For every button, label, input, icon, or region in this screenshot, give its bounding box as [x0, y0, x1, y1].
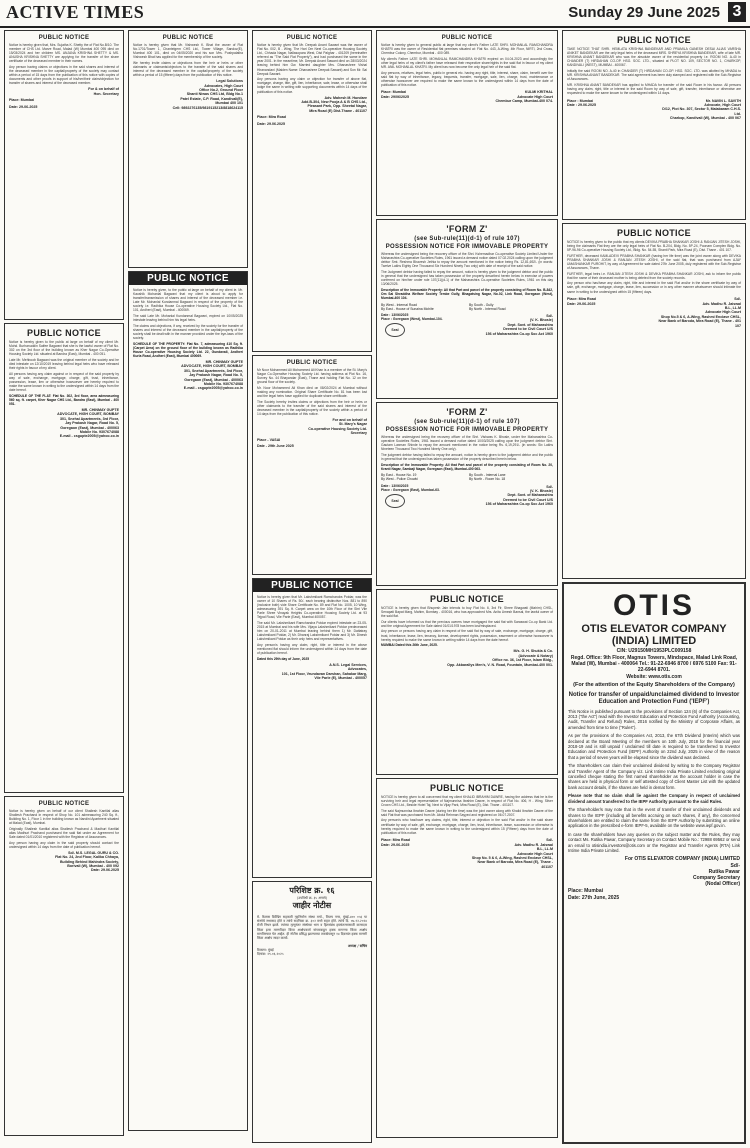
- contact-paragraph: In case the shareholders have any queries on the subject matter and the Rules, they may contact Ms. Rutika Pawar, Company Secretary on Contact Mobile No.: 72988 69562 or send an email to otisindia.investors@otis.com or the Registrar and Transfer Agents (RTA) Link Intime India Private Limited.: [568, 831, 740, 853]
- column-5: [562, 30, 746, 1144]
- notice-title: परिशिष्ट क्र. १६: [289, 886, 335, 895]
- public-notice-bhat: [128, 30, 248, 268]
- notice-paragraph: The Society hereby invites claims or objections from the heir or heirs or other claimants to the transfer of the said shares and interest of the deceased member in the capital/property of the society within a period of 14 days from the publication of this notice.: [257, 399, 367, 416]
- form-z-goregaon-west: 'FORM Z' (see Sub-rule(11)(d-1) of rule 107) POSSESSION NOTICE FOR IMMOVABLE PROPERTY Whereas the undersigned being the recovery officer of the Shri. Kshemadhar Co-operative Society Limited Under the Maharashtra Co-operative Societies Rules, 1961 issued a demand notice dated 07.02.2024 calling upon the judgment debtor Smt. Reshma Bhavesh Jethia to repay the amount mentioned in the notice being Rs. 12,81,692/- (in words: Twelve Lakhs Eighty One Thousand Six Hundred Ninety Two only) with date of receipt of the said notice. The Judgment debtor having failed to repay the amount, notice is hereby given to the judgment debtor and the public in general that the undersigned has taken possession of the property described herein below in exercise of powers conferred on him/her under rule 107(11)(d-1) of the Maharashtra Co-operative Societies Rules, 1961 on this day 13/06/2025. Description of the Immovable Property: All that Part and parcel of the property consisting of Room No. B-842, Om Sai Shraddha Welfare Society Tembe Gully, Bhagatsing Nagar, No.02, Link Road, Goregaon (West), Mumbai-400 104. By West - Internal Road By East - House of Sunaina Mohite By South - Gully By North - Internal Road Date : 13/06/2025 Place : Goregaon (West), Mumbai-104. Seal Sd/- (V. K. Bhosle) Dept. Sovt. of Maharashtra Deemed to be Civil Court U/S 156 of Maharashtra Co-op Soc Act 1960: [376, 219, 558, 399]
- advocate-signature: MR. CHINMAY GUPTE ADVOCATE, HIGH COURT, BOMBAY 301, Snehal Apartments, 3rd Floor, Jay Prakash Nagar, Road No. 5, Goregaon (East), Mumbai - 400063 Mobile No. 9307674088 E-mail - csgupte2005@yahoo.co.in: [57, 407, 119, 439]
- company-cin: CIN: U29150MH1953PLC009158: [616, 648, 692, 654]
- property-description: Description of the Immovable Property: All that Part and parcel of the property consisting of Room No. B-842, Om Sai Shraddha Welfare Society Tembe Gully, Bhagatsing Nagar, No.02, Link Road, Goregaon (West), Mumbai-400 104.: [381, 287, 553, 300]
- company-name: OTIS ELEVATOR COMPANY (INDIA) LIMITED: [581, 623, 727, 647]
- notice-paragraph: Notice is hereby given, to the public at large on behalf of my client ie. Mr. Kaushik Mohanlal Bagwani that my client is about to apply for transfer/transmission of shares and interest of the deceased member i.e. Late Mr. Mohanlal Kundanmal Bagwani in respect of the property of the society i.e. Radhika House Co-operative Housing Society Ltd., Flat No. 101, Andheri (East), Mumbai - 400069.: [133, 288, 243, 313]
- notice-title: PUBLIC NOTICE: [617, 35, 691, 45]
- marathi-notice: [252, 881, 372, 1143]
- form-subtitle: POSSESSION NOTICE FOR IMMOVABLE PROPERTY: [385, 244, 549, 250]
- notice-title: PUBLIC NOTICE: [286, 360, 338, 366]
- notice-paragraph: NOTICE is hereby given to all concerned that my client KHALID IBRAHIM DAWRE, having the address that he is the surviving heir and legal representative of Najmunnisa Ibrahim Dawre, in respect of Flat No. 406, H - Wing, Silver Crown CHS Ltd., Beside Hotel Taj, Next to Vijay Park, Mira Road (E), Dist. Thane - 401107.: [381, 795, 553, 808]
- notice-paragraph: Any person/s who has/have any claims, right, title, interest or objection in the said Flat and/or in the said share certificate by way of sale, gift, exchange, mortgage, charge, lien, trust, inheritance, lease, succession or otherwise is hereby required to make the same known in writing to the undersigned within 15 (Fifteen) days from the date of publication of this notice.: [381, 818, 553, 835]
- notice-title: PUBLIC NOTICE: [253, 579, 371, 592]
- column-2: [128, 30, 248, 1144]
- notice-paragraph: Originally Shailesh Kantilal alias Shailesh Prachand & Madhuri Kantilal alias Madhuri Prachand purchased the said flat under an Agreement for Sale dated 01/01/2010 registered with the Registrar of Assurances.: [9, 826, 119, 840]
- notice-title: PUBLIC NOTICE: [430, 594, 504, 604]
- advocate-signature: M/s. G. H. Shukla & Co. (Advocate & Notary) Office no. 36, 1st Floor, Islam Bldg., Opp. Akbarallys Men's, V. N. Road, Fountain, Mumbai-400 001.: [447, 649, 553, 667]
- signature: For & on behalf of Hon. Secretary Place: Mumbai Date: 29-06-2025: [9, 87, 119, 109]
- notice-paragraph: Any person or persons having any claim in respect of the said flat by way of sale, exchange, mortgage, charge, gift, trust, inheritance, lease, lien, tenancy, license, development rights, possession, easement or otherwise howsoever is hereby required to make the same known in writing within 14 days from the date hereof.: [381, 629, 553, 642]
- notice-heading: Notice for transfer of unpaid/unclaimed dividend to Investor Education and Protection Fund ('IEPF'): [568, 691, 740, 705]
- bounds: By West - Internal Road By East - House of Sunaina Mohite By South - Gully By North - Internal Road: [381, 302, 506, 311]
- form-z-goregaon-east: 'FORM Z' (see Sub-rule(11)(d-1) of rule 107) POSSESSION NOTICE FOR IMMOVABLE PROPERTY Whereas the undersigned being the recovery officer of the Shri. Vishwas K. Bhosle, under the Maharashtra Co-operative Societies Rules, 1961 issued a demand notice dated 10/03/2025 calling upon the judgment debtor Shri. Gautam Laxman Shinde to repay the amount mentioned in the notice being Rs. 6,19,291/- (in words: Six Lakhs Nineteen Thousand Two Hundred Ninety One only). The judgment debtor having failed to repay the amount, notice is hereby given to the judgment debtor and the public in general that the undersigned has taken possession of the property described herein below. Description of the Immovable Property: All that Part and parcel of the property consisting of Room No. 20, Kranti Nagar, Sambaji Nagar, Goregaon (East), Mumbai-400 063. By East - House No. 19 By West - Police Chowki By South - Internal Lane By North - Room No. 18 Date : 13/06/2025 Place : Goregaon (East), Mumbai-63. Seal Sd/- (V. K. Bhosle) Dept. Sovt. of Maharashtra Deemed to be Civil Court U/S 156 of Maharashtra Co-op Soc Act 1960: [376, 402, 558, 586]
- society-signature: For and on behalf of St. Mary's Nagar Co-operative Housing Society Ltd. Secretary Place - VASAI Date - 29th June 2025: [257, 418, 367, 449]
- notice-paragraph: Whereas the undersigned being the recovery officer of the Shri. Kshemadhar Co-operative Society Limited Under the Maharashtra Co-operative Societies Rules, 1961 issued a demand notice dated 07.02.2024 calling upon the judgment debtor Smt. Reshma Bhavesh Jethia to repay the amount mentioned in the notice being Rs. 12,81,692/- (in words: Twelve Lakhs Eighty One Thousand Six Hundred Ninety Two only) with date of receipt of the said notice.: [381, 252, 553, 269]
- notice-paragraph: Late Mr. Mehboob Bagwani was the original member of the society and he died intestate on 12/10/2019 leaving behind legal heirs who have released their rights in favour of my client.: [9, 357, 119, 371]
- notice-paragraph: NOTICE is hereby given to the public that my clients DEVIKA PRABHA SHANKAR JOSHI & RANJAN JITESH JOSHI, being the claimants Flat they are the only legal heirs of Flat No. B-204, Bldg. No. 5P-24, Poonam Complex Bldg. No. 5P-96-96 Co-operative Housing Society Ltd., Bldg. No. 54-55, Shanti Park, Mira Road (E), Dist. Thane - 401 107.: [567, 240, 741, 253]
- company-signature: For OTIS ELEVATOR COMPANY (INDIA) LIMITED Sd/- Rutika Pawar Company Secretary (Nodal Officer): [624, 856, 740, 888]
- notice-paragraph: TAKE NOTICE THAT SHRI. HEMLATA KRISHNA BANDEKAR AND PRAMILA GANESH DESAI ALIAS VARSHA ANIKET BANDEKAR are the only legal heirs of the deceased MRS. SHREYA KRISHNA BANDEKAR, wife of late MR. KRISHNA ANANT BANDEKAR who was the absolute owner of the residential property i.e. ROOM NO. A-40 in CHANDER (T) HIRDAHAN CO-OP. HSG. SOC. LTD., situated at PLOT NO. 109, SECTOR NO. 1, CHARKOP, KANDIVALI (WEST), MUMBAI - 400067.: [567, 47, 741, 68]
- public-notice-joshi: PUBLIC NOTICE NOTICE is hereby given to the public that my clients DEVIKA PRABHA SHANKAR JOSHI & RANJAN JITESH JOSHI, being the claimants Flat they are the only legal heirs of Flat No. B-204, Bldg. No. 5P-24, Poonam Complex Bldg. No. 5P-96-96 Co-operative Housing Society Ltd., Bldg. No. 54-55, Shanti Park, Mira Road (E), Dist. Thane - 401 107. FURTHER, deceased KAMLADEVI PRABHA SHANKAR (having her life time) was the joint owner along with DEVIKA PRABHA SHANKAR JOSHI & RANJAN JITESH JOSHI, of the said flat, that was purchased from AJAY UMASHANKAR PUROHIT, by way of Agreement for sale dated 27th June 2005, duly registered with the Sub-Registrar of Assurances, Thane. FURTHER, legal heirs i.e. RANJAN JITESH JOSHI & DEVIKA PRABHA SHANKAR JOSHI, ask to inform the public that the name of their deceased mother is being deleted from the society records. Any person who has/have any claim, right, title and interest in the said Flat and/or in the share certificate by way of sale, gift, exchange, mortgage, charge, lease, lien, succession or in any other manner whatsoever should intimate the same in writing to the undersigned within 15 (fifteen) days. Place: Mira Road Date: 29-06-2025 Sd/- Adv. Madhu R. Jaiswal B.L, LL.M Advocate High Court Shop No.5 & 6, A-Wing, Rashmi Enclave CHSL, Near Bank of Baroda, Mira Road (E), Thane - 401 107: [562, 223, 746, 579]
- shareholder-note: (For the attention of the Equity Shareholders of the Company): [573, 682, 735, 688]
- notice-paragraph: Mr. Noor Mohammed Ali Khan died on 08/02/2024 at Mumbai without making any nomination. Original Share Certificate No. 81 has been lost and the legal heirs have applied for duplicate share certificate.: [257, 385, 367, 399]
- public-notice-potdar: [252, 578, 372, 878]
- advocate-signature: Legal Solutions Advocates, High Court Office No.2, Ground Floor Shanti Niwas CHS Ltd, Bldg No.1 Patel Estate, C.P. Road, Kandivali(E), Mumbai 400 101 Cell: 9892276135/9819115213/8818624115: [172, 79, 243, 110]
- notice-paragraph: The Shareholders can claim their unclaimed dividend by writing to the Company Registrar and Transfer Agent of the Company viz. Link Intime India Private Limited enclosing original cancelled cheque stating the first named shareholder as the account holder in case the shares are held in physical form or self attested copy of Client Master List with the updated bank account details, if the shares are held in demat form.: [568, 763, 740, 790]
- notice-date: दिनांक: २९.०६.२०२५: [257, 952, 284, 957]
- notice-title: PUBLIC NOTICE: [129, 272, 247, 285]
- seal-stamp: Seal: [385, 494, 405, 508]
- notice-title: PUBLIC NOTICE: [38, 35, 90, 41]
- public-notice-bandekar: PUBLIC NOTICE TAKE NOTICE THAT SHRI. HEMLATA KRISHNA BANDEKAR AND PRAMILA GANESH DESAI ALIAS VARSHA ANIKET BANDEKAR are the only legal heirs of the deceased MRS. SHREYA KRISHNA BANDEKAR, wife of late MR. KRISHNA ANANT BANDEKAR who was the absolute owner of the residential property i.e. ROOM NO. A-40 in CHANDER (T) HIRDAHAN CO-OP. HSG. SOC. LTD., situated at PLOT NO. 109, SECTOR NO. 1, CHARKOP, KANDIVALI (WEST), MUMBAI - 400067. Initially the said ROOM NO. A-40 in CHANDER (T) HIRDAHAN CO-OP. HSG. SOC. LTD. was allotted by MHADA to MR. KRISHNA ANANT BANDEKAR. The said agreement has been duly stamped and registered with the Sub-Registrar of Assurances. MR. KRISHNA ANANT BANDEKAR has applied to MHADA for transfer of the said Room in his favour. All persons having any claim, right, title or interest in the said Room by way of sale, gift, transfer, inheritance or otherwise are requested to make the same known to the undersigned within 14 days. Place : Mumbai Date : 29.06.2025 Mr. NAVIN L. SAVITH Advocate, High Court D/12, Plot No. 307, Sector 5, Malabaram C.H.S. Ltd. Charkop, Kandivali (W), Mumbai - 400 067: [562, 30, 746, 220]
- signature-row: Place: Mumbai Date: 29/06/2025 KULMI KRITHAL Advocate High Court Chembur Camp, Mumbai-400 074.: [381, 90, 553, 104]
- advocate-signature: Sd/- Adv. Madhu R. Jaiswal B.L, LL.M Advocate High Court Shop No.5 & 6, A-Wing, Rashmi Enclave CHSL, Near Bank of Baroda, Mira Road (E), Thane - 401 107: [658, 297, 741, 328]
- notice-paragraph: We hereby invite claims or objections from the heir or heirs or other claimants or claimants/objectors to the transfer of the said shares and interest of the deceased member in the capital/property of the society within a period of 15 (fifteen) days from the publication of this notice.: [133, 60, 243, 78]
- form-subtitle: (see Sub-rule(11)(d-1) of rule 107): [414, 236, 520, 242]
- column-3: [252, 30, 372, 1144]
- notice-title: PUBLIC NOTICE: [162, 35, 214, 41]
- notice-paragraph: FURTHER, deceased KAMLADEVI PRABHA SHANKAR (having her life time) was the joint owner along with DEVIKA PRABHA SHANKAR JOSHI & RANJAN JITESH JOSHI, of the said flat, that was purchased from AJAY UMASHANKAR PUROHIT, by way of Agreement for sale dated 27th June 2005, duly registered with the Sub-Registrar of Assurances, Thane.: [567, 253, 741, 271]
- advocate-signature: A.N.S. Legal Services, Advocates, 101, 1st Floor, Vrundavan Darshan, Sahakar Marg, Vile Parle (E), Mumbai - 400057: [281, 662, 367, 681]
- notice-paragraph: As per the provisions of the Companies Act, 2013, the 67th Dividend (Interim) which was declared at the Board Meeting of the members on 10th July, 2018 for the financial year 2018-19 and is still unpaid / unclaimed till date is required to be transferred to Investor Education and Protection Fund (IEPF) Authority on 22nd July, 2025 in view of the reason that a period of seven years will be elapsed since the dividend was declared.: [568, 733, 740, 760]
- public-notice-radhika-house: [128, 271, 248, 1131]
- advocate-signature: Sd/- M.S. LEGAL GURU & CO. Flat No. 24, 2nd Floor, Kalika Chhaya, Building Behind Mahindra Society, Borivali (W), Mumbai - 400 092 Date: 29.06.2025: [55, 850, 119, 873]
- notice-paragraph: Notice is hereby given to general public at large that my client's Father LATE SHRI. MOHANLAL RAMCHANDRA KHATRI was the owner of Residential flat premises situated at: Flat No. 443, A-Wing, 4th Floor, NIRTI, 2nd Cross, Chembur Colony, Chembur, Mumbai - 400 089.: [381, 43, 553, 56]
- notice-paragraph: Any person having claims or objections in the said shares and interest of the deceased member in the capital/property of the society may contact within a period of 15 days from the publication of this notice with copies of documents and other proofs in support of his/her/their claim/objection for transfer of shares and interest of the deceased member.: [9, 64, 119, 86]
- bounds: By East - House No. 19 By West - Police Chowki By South - Internal Lane By North - Room No. 18: [381, 473, 506, 482]
- notice-title: PUBLIC NOTICE: [27, 328, 101, 338]
- notice-title: PUBLIC NOTICE: [286, 35, 338, 41]
- notice-paragraph: This Notice is published pursuant to the provisions of Section 124 (6) of the Companies Act, 2013 ("the Act") read with the Investor Education and Protection Fund Authority (Accounting, Audit, Transfer and Refund) Rules, 2016 notified by the Ministry of Corporate Affairs, as amended from time to time ("Rules").: [568, 708, 740, 730]
- signature: अध्यक्ष / सचिव: [347, 943, 367, 948]
- advocate-signature: Mr. NAVIN L. SAVITH Advocate, High Court D/12, Plot No. 307, Sector 5, Malabaram C.H.S. Ltd. Charkop, Kandivali (W), Mumbai - 400 067: [662, 98, 741, 121]
- public-notice-dawre: PUBLIC NOTICE NOTICE is hereby given to all concerned that my client KHALID IBRAHIM DAWRE, having the address that he is the surviving heir and legal representative of Najmunnisa Ibrahim Dawre, in respect of Flat No. 406, H - Wing, Silver Crown CHS Ltd., Beside Hotel Taj, Next to Vijay Park, Mira Road (E), Dist. Thane - 401107. The said Najmunnisa Ibrahim Dawre (during her life time) was the joint owner along with Khalid Ibrahim Dawre of the said Flat that was purchased from Mr. Abdul Rehman Sayyed and registered on 06.07.2007. Any person/s who has/have any claims, right, title, interest or objection in the said Flat and/or in the said share certificate by way of sale, gift, exchange, mortgage, charge, lien, trust, inheritance, lease, succession or otherwise is hereby required to make the same known in writing to the undersigned within 15 (Fifteen) days from the date of publication of this notice. Place: Mira Road Date: 29-06-2025 Sd/- Adv. Madhu R. Jaiswal B.L, LL.M Advocate High Court Shop No. 5 & 6, A-Wing, Rashmi Enclave CHSL, Near Bank of Baroda, Mira Road (E), Thane - 401107: [376, 778, 558, 1138]
- notice-paragraph: Any persons, relatives, legal heirs, public in general etc. having any right, title, interest, share, claim, benefit over the said flat by way of inheritance, legacy, bequests, transfer, mortgage, sale, lien, charge, trust, maintenance or otherwise howsoever are required to make the same known to the undersigned within 14 days from the date of publication of this notice.: [381, 70, 553, 87]
- notice-paragraph: Mr Noor Mohammed Ali Mohammed Ali Khan is a member of the St. Mary's Nagar Co-Operative Housing Society Ltd. having address at Plot No. 16, Survey No. 44 Bhayandar (East), Thane and holding Flat No. 12 on the ground floor of the society.: [257, 368, 367, 385]
- otis-iepf-notice: [562, 582, 746, 1144]
- advocate-signature: MR. CHINMAY GUPTE ADVOCATE, HIGH COURT, BOMBAY 301, Snehal Apartments, 3rd Floor, Jay Prakash Nagar, Road No. 5, Goregaon (East), Mumbai - 400063 Mobile No. 9307674088 E-mail - csgupte2005@yahoo.co.in: [181, 360, 243, 391]
- notice-paragraph: Any person/s having any claim, right, title or interest in the above mentioned flat should inform the undersigned within 14 days from the date of publication hereof.: [257, 643, 367, 656]
- notice-paragraph: Notice is hereby given to the public at large on behalf of my client Mr. Mohd. Burhanuddin Saifee Bagwani that she is the lawful owner of Flat No. 302 on the 3rd floor of the building known as Kher Nagar Co-Operative Housing Society Ltd. situated at Bandra (East), Mumbai - 400 051.: [9, 340, 119, 357]
- notice-date: MUMBAI Dated this 26th June, 2025.: [381, 643, 438, 648]
- notice-paragraph: My client's Father LATE SHRI. MOHANLAL RAMCHANDRA KHATRI expired on 04.04.2023 and accordingly the other legal heirs of my client's father have released their respective share/rights in the said flat in favour of my client MR. ANIL MOHANLAL KHATRI. My client has now become the only legal heir of the said flat.: [381, 56, 553, 69]
- notice-paragraph: FURTHER, legal heirs i.e. RANJAN JITESH JOSHI & DEVIKA PRABHA SHANKAR JOSHI, ask to inform the public that the name of their deceased mother is being deleted from the society records.: [567, 271, 741, 280]
- notice-paragraph: Whereas the undersigned being the recovery officer of the Shri. Vishwas K. Bhosle, under the Maharashtra Co-operative Societies Rules, 1961 issued a demand notice dated 10/03/2025 calling upon the judgment debtor Shri. Gautam Laxman Shinde to repay the amount mentioned in the notice being Rs. 6,19,291/- (in words: Six Lakhs Nineteen Thousand Two Hundred Ninety One only).: [381, 435, 553, 452]
- notice-paragraph: SCHEDULE OF THE FLAT: Flat No. 302, 3rd floor, area admeasuring 560 sq. ft. carpet, Kher Nagar CHS Ltd., Bandra (East), Mumbai - 400 051.: [9, 393, 119, 406]
- notice-paragraph: MR. KRISHNA ANANT BANDEKAR has applied to MHADA for transfer of the said Room in his favour. All persons having any claim, right, title or interest in the said Room by way of sale, gift, transfer, inheritance or otherwise are requested to make the same known to the undersigned within 14 days.: [567, 82, 741, 95]
- notice-paragraph: Notice is hereby given that Mr. Lakshmikant Ramchandra Potdar, was the owner of 10 Shares of Rs. 50/- each bearing distinctive Nos. 881 to 890 (inclusive both) vide Share Certificate No. 89 and Flat No. 1005, 10 Wing, admeasuring 391 Sq. ft. Carpet area on the 10th Floor of the Shri Vile Parle Shree Vinayak Heights Co-operative Housing Society Ltd. at 93 Tejpal Road, Vile Parle (East), Mumbai 400057.: [257, 595, 367, 620]
- notice-paragraph: Any person who has/have any claim, right, title and interest in the said Flat and/or in the share certificate by way of sale, gift, exchange, mortgage, charge, lease, lien, succession or in any other manner whatsoever should intimate the same in writing to the undersigned within 15 (fifteen) days.: [567, 281, 741, 294]
- notice-paragraph: The claims and objections, if any, received by the society for the transfer of shares and interest of the deceased member in the capital/property of the society shall be dealt with in the manner provided under the bye-laws of the society.: [133, 323, 243, 341]
- property-schedule: SCHEDULE OF THE PROPERTY: Flat No. 7, admeasuring 410 Sq. ft. (Carpet Area) on the ground floor of the building known as Radhika House Co-operative Housing Society Ltd. 22, Gundavali, Andheri Kurla Road, Andheri (East), Mumbai 400069.: [133, 341, 243, 358]
- form-title: 'FORM Z': [446, 224, 488, 234]
- notice-paragraph: Notice is hereby given that, Mrs. Sujatha K. Shetty the of Flat No.B/10. The member of CHS Ltd. Marve Road, Malad (W) Mumbai 400 095 died on 15/03/2024 and her children MS. ANJANA KRISHNA SHETTY & MS. ANUSHA KRISHNA SHETTY are applying for the transfer of the share certificate of the deceased member in their names.: [9, 43, 119, 64]
- notice-paragraph: The judgment debtor having failed to repay the amount, notice is hereby given to the judgment debtor and the public in general that the undersigned has taken possession of the property described herein below.: [381, 452, 553, 461]
- notice-paragraph: NOTICE is hereby given that Bhupesh Jain intends to buy Flat No. 6, 3rd Flr, Shree Bhagwati (Mahim) CHSL, Senapati Bapat Marg, Mahim, Bombay - 400016, who has approached Mrs. Anita Umesh Bansal, the lawful owner of the said flat.: [381, 606, 553, 619]
- public-notice-khatri: [376, 30, 558, 216]
- notice-paragraph: Notice is hereby given that Mr. Vishwesh K. Bhat the owner of Flat No.1701/Tower 1, Chantelgem CHS Ltd., Tower Village, Sandoz(E), Mumbai 400 101, died on 04/05/2020 and his son Mrs. Pushpalatha Vishwesh Bhat has applied for the membership of the society.: [133, 43, 243, 60]
- notice-title: PUBLIC NOTICE: [38, 801, 90, 807]
- notice-paragraph: Please note that no claim shall lie against the Company in respect of unclaimed dividend amount transferred to the IEPF Authority pursuant to the said Rules.: [568, 793, 740, 804]
- notice-subtitle: (उपविधी क्र. ३५ अन्वये): [296, 896, 328, 900]
- issue-date: Sunday 29 June 2025: [568, 4, 720, 21]
- public-notice-shetty: [4, 30, 124, 320]
- newspaper-title: ACTIVE TIMES: [6, 2, 145, 22]
- place-date: Place: Mumbai Date: 27th June, 2025: [568, 888, 620, 901]
- notice-paragraph: The said Late Mr. Mohanlal Kundanmal Bagwani, expired on 10/05/2025 intestate leaving behind him his legal heirs.: [133, 314, 243, 323]
- notice-paragraph: The Judgment debtor having failed to repay the amount, notice is hereby given to the judgment debtor and the public in general that the undersigned has taken possession of the property described herein below in exercise of powers conferred on him/her under rule 107(11)(d-1) of the Maharashtra Co-operative Societies Rules, 1961 on this day 13/06/2025.: [381, 269, 553, 287]
- company-address: Regd. Office: 9th Floor, Magnus Towers, Mindspace, Malad Link Road, Malad (W), Mumbai - 400064 Tel.: 91-22-6946 8700 / 6976 5100 Fax: 91-22-6944 8701.: [570, 655, 738, 673]
- notice-paragraph: Notice is hereby given on behalf of our client Shailesh Kantilal alias Shailesh Prachand in respect of Shop No. 101 admeasuring 240 Sq. ft., Building No. 1, Floor 1 in the building known as Nandini Apartment situated at Malad (East), Mumbai.: [9, 809, 119, 826]
- column-1: [4, 30, 124, 1144]
- notice-paragraph: Any person having any claim in the said property should contact the undersigned within 14 days from the date of publication hereof.: [9, 840, 119, 849]
- notice-paragraph: Notice is hereby given that Mr. Deepak Anant Sawant was the owner of Flat No. 002, B - Wing, The Hari Om Neel Co-operative Housing Society Ltd., Chhada Nagar, Nallasopara West, Dist Palghar - 401209 (hereinafter referred as "The Said Flat Property"), and had purchased the same in the year 2001. In the meantime, Mr. Deepak Anant Sawant died on 28/03/2024 leaving behind him Ow. Married daughter Mrs. Dhanashree Vishal Hiranandani (Maiden Name: Dhanashree Deepak Sawant) and Son Mr. Sai Deepak Sawant.: [257, 43, 367, 76]
- property-description: Description of the Immovable Property: All that Part and parcel of the property consisting of Room No. 20, Kranti Nagar, Sambaji Nagar, Goregaon (East), Mumbai-400 063.: [381, 462, 553, 471]
- public-notice-bagwani: [4, 323, 124, 793]
- column-4: [376, 30, 558, 1144]
- notice-paragraph: The said Mr. Lakshmikant Ramchandra Potdar expired intestate on 23-05-2015 at Mumbai and his wife Mrs. Vijaya Lakshmikant Potdar predeceased him on 20-01-2011 at Mumbai leaving behind them 1) Mr. Dattatray Lakshmikant Potdar, 2) Mr. Dhanraj Lakshmikant Potdar and 3) Mr. Dinesh Lakshmikant Potdar as their only heirs and representatives.: [257, 621, 367, 642]
- notice-paragraph: All persons having any claim against or in respect of the said property by way of sale, exchange, mortgage, charge, gift, trust, inheritance, possession, lease, lien or otherwise howsoever are hereby required to make the same known in writing to the undersigned within 14 days from the date hereof.: [9, 371, 119, 393]
- form-title: 'FORM Z': [446, 407, 488, 417]
- form-subtitle: POSSESSION NOTICE FOR IMMOVABLE PROPERTY: [385, 427, 549, 433]
- public-notice-sawant: [252, 30, 372, 352]
- notice-date: Dated this 29th day of June, 2025: [257, 656, 310, 661]
- notice-title: PUBLIC NOTICE: [441, 35, 493, 41]
- form-subtitle: (see Sub-rule(11)(d-1) of rule 107): [414, 419, 520, 425]
- notice-paragraph: Any persons having any claim or objection for transfer of above flat, mortgage, charge, title, gift, lien, inheritance, sale, lease, or otherwise shall lodge the same in writing with supporting documents within 14 days of the publication of this notice.: [257, 77, 367, 94]
- otis-logo: OTIS: [612, 589, 695, 622]
- advocate-signature: Adv. Mahesh M. Hundare Add.B-304, New Pooja A & B CHS Ltd., Pleasant Park, Opp. Sheetal Nagar, Mira Road (E) Dist-Thane - 401107 Place: Mira Road Date: 29.06.2025: [257, 95, 367, 126]
- notice-paragraph: The Shareholder/s may note that in the event of transfer of their unclaimed dividends and shares to the IEPF (including all benefits accruing on such shares, if any), the concerned shareholders are entitled to claim the same from the IEPF Authority by submitting an online application in the prescribed e-form IEPF-5, available on the website www.iepf.gov.in.: [568, 807, 740, 829]
- notice-heading: जाहीर नोटीस: [292, 901, 332, 911]
- public-notice-bhupesh-jain: [376, 589, 558, 775]
- page-number: 3: [728, 2, 746, 22]
- company-website: Website: www.otis.com: [626, 674, 682, 680]
- public-notice-prachand: [4, 796, 124, 1136]
- masthead: [0, 0, 750, 28]
- notice-paragraph: मे. कैलास बिल्डिंग सहकारी गृहनिर्माण संस्था मर्या., विजय नगर, मुंबई-४०० ०५६ या संस्थेचे सभासद होते व त्यांचे सदनिका क्र. ३०२ मध्ये राहत होते. त्यांचे दि. ०७.१२.२०२४ रोजी निधन झाले. त्यांच्या मृत्युनंतर संस्थेच्या भाग व हितसंबंध हस्तांतरणासाठी वारसदार किंवा इतर मागणीदार किंवा आक्षेपकर्ता यांच्याकडून हक्क मागण्या किंवा आक्षेप मागविण्यात येत आहेत. ही नोटीस प्रसिद्ध झाल्याच्या तारखेपासून १४ दिवसांत हक्क मागणी किंवा आक्षेप सादर करावे.: [257, 914, 367, 941]
- notice-paragraph: Initially the said ROOM NO. A-40 in CHANDER (T) HIRDAHAN CO-OP. HSG. SOC. LTD. was allotted by MHADA to MR. KRISHNA ANANT BANDEKAR. The said agreement has been duly stamped and registered with the Sub-Registrar of Assurances.: [567, 68, 741, 82]
- notice-title: PUBLIC NOTICE: [617, 228, 691, 238]
- public-notice-st-marys: [252, 355, 372, 575]
- notice-place: ठिकाण: मुंबई: [257, 948, 274, 953]
- notice-title: PUBLIC NOTICE: [430, 783, 504, 793]
- notice-paragraph: Our clients have informed us that the previous owners have mortgaged the said flat with Saraswat Co-op Bank Ltd. and the original Agreement for Sale dated 01/01/1978 has been lost/misplaced.: [381, 619, 553, 628]
- notice-paragraph: The said Najmunnisa Ibrahim Dawre (during her life time) was the joint owner along with Khalid Ibrahim Dawre of the said Flat that was purchased from Mr. Abdul Rehman Sayyed and registered on 06.07.2007.: [381, 808, 553, 817]
- seal-stamp: Seal: [385, 323, 405, 337]
- advocate-signature: Sd/- Adv. Madhu R. Jaiswal B.L, LL.M Advocate High Court Shop No. 5 & 6, A-Wing, Rashmi Enclave CHSL, Near Bank of Baroda, Mira Road (E), Thane - 401107: [471, 838, 553, 869]
